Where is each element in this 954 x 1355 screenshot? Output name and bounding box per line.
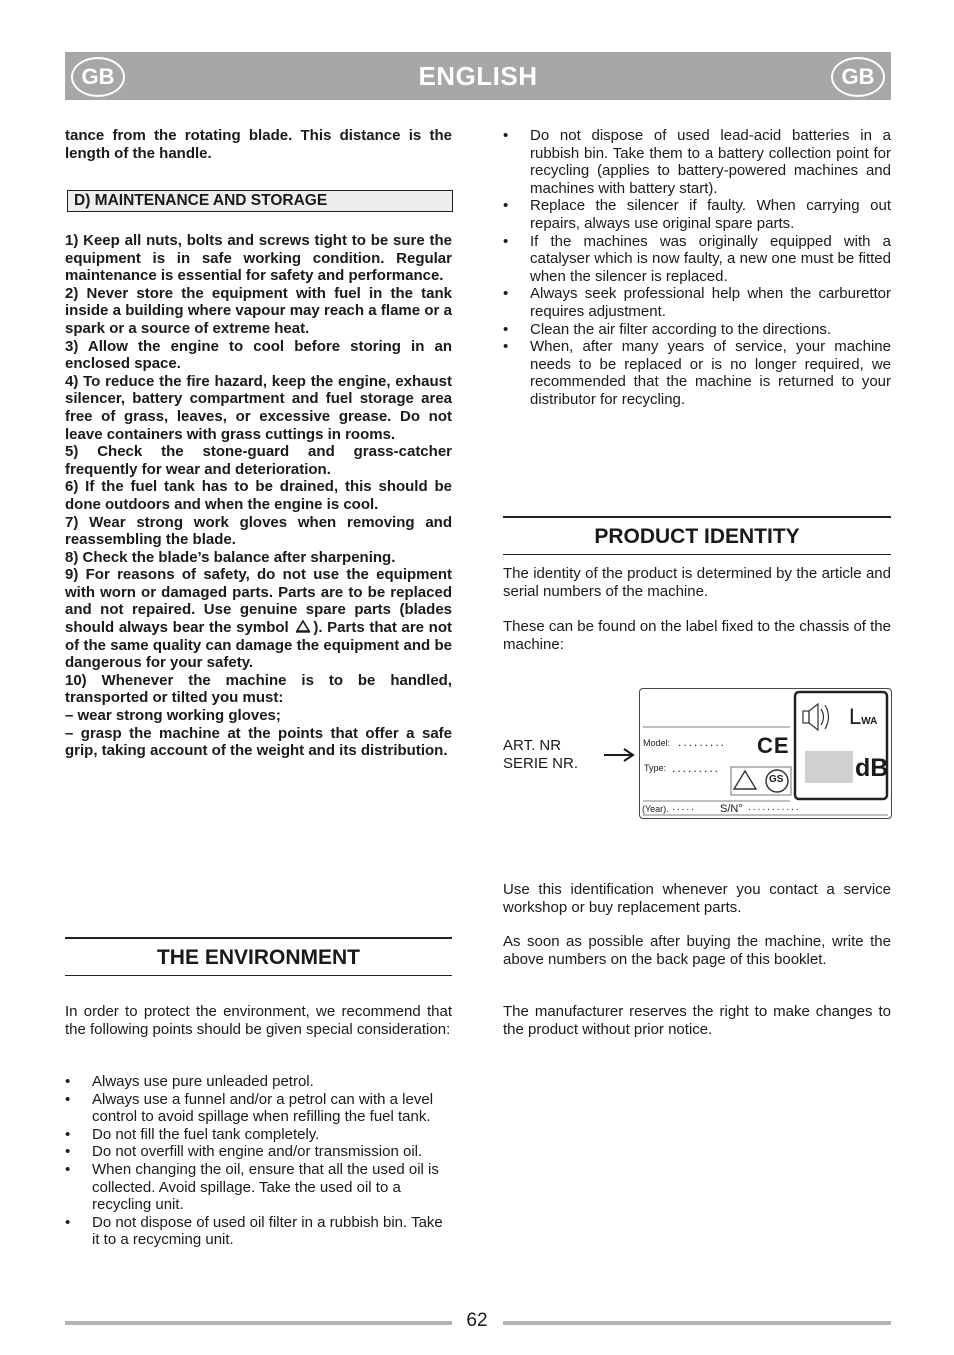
maintenance-item: 4) To reduce the fire hazard, keep the engine, exhaust silencer, battery compartment and fuel storage area free of grass, leaves, or excessive grease. Do not leave containers with grass cuttings in rooms.	[65, 372, 452, 443]
recycling-bullets	[503, 127, 891, 409]
serie-nr-label: SERIE NR.	[503, 755, 579, 772]
list-item: • Do not fill the fuel tank completely.	[65, 1126, 452, 1144]
maintenance-item-10: 10) Whenever the machine is to be handled, transported or tilted you must:	[65, 671, 452, 707]
maintenance-subitem: – grasp the machine at the points that offer a safe grip, taking account of the weight and its distribution.	[65, 724, 452, 760]
list-item: • Always use pure unleaded petrol.	[65, 1073, 452, 1091]
product-identity-title: PRODUCT IDENTITY	[503, 516, 891, 555]
ce-mark: CE	[757, 733, 790, 758]
list-item: • Always use a funnel and/or a petrol can with a level control to avoid spillage when refilling the fuel tank.	[65, 1091, 452, 1126]
gb-badge-right: GB	[831, 57, 885, 97]
item9-text-a: 9) For reasons of safety, do not use the equipment with worn or damaged parts. Parts are to be replaced and not repaired. Use genuine spare parts (blades should always bear the symbol	[65, 566, 452, 637]
maintenance-item: 8) Check the blade’s balance after sharpening.	[65, 548, 396, 566]
label-sn-dots: ...........	[748, 802, 801, 813]
arrow-right-icon	[603, 748, 635, 762]
intro-paragraph: tance from the rotating blade. This distance is the length of the handle.	[65, 127, 452, 162]
page-header	[65, 52, 891, 100]
list-item: • Replace the silencer if faulty. When carrying out repairs, always use original spare parts.	[503, 197, 891, 232]
list-item: • If the machines was originally equipped with a catalyser which is now faulty, a new one must be fitted when the silencer is replaced.	[503, 233, 891, 286]
lwa-mark	[849, 704, 877, 730]
product-identity-p2: These can be found on the label fixed to the chassis of the machine:	[503, 618, 891, 653]
label-type-dots: .........	[672, 761, 721, 775]
environment-bullets	[65, 1073, 452, 1249]
gb-badge-left: GB	[71, 57, 125, 97]
page-title: ENGLISH	[418, 61, 538, 91]
label-model: Model:	[643, 738, 671, 748]
label-year-dots: .....	[672, 802, 696, 813]
machine-label	[639, 688, 892, 819]
product-identity-p1: The identity of the product is determined by the article and serial numbers of the machine.	[503, 565, 891, 600]
sound-icon	[803, 704, 829, 730]
list-item: • Do not dispose of used oil filter in a rubbish bin. Take it to a recycming unit.	[65, 1214, 452, 1249]
list-item: • Do not overfill with engine and/or transmission oil.	[65, 1143, 452, 1161]
db-mark: dB	[855, 754, 889, 782]
page-number: 62	[466, 1310, 488, 1331]
label-sn: S/N°	[720, 803, 743, 815]
item9-text-b: ). Parts that are not of the same quality can damage the equipment and be dangerous for your safety.	[65, 619, 452, 672]
maintenance-list	[65, 232, 452, 760]
maintenance-item: 5) Check the stone-guard and grass-catcher frequently for wear and deterioration.	[65, 443, 452, 478]
lwa-letter: L	[849, 704, 862, 729]
product-identity-p5: The manufacturer reserves the right to make changes to the product without prior notice.	[503, 1003, 891, 1038]
list-item: • When, after many years of service, your machine needs to be replaced or is no longer required, we recommended that the machine is returned to your distributor for recycling.	[503, 338, 891, 408]
footer-rule-right	[503, 1321, 891, 1325]
label-type: Type:	[644, 763, 667, 773]
maintenance-item: 7) Wear strong work gloves when removing and reassembling the blade.	[65, 513, 452, 549]
gs-mark: GS	[769, 774, 784, 785]
maintenance-item: 1) Keep all nuts, bolts and screws tight to be sure the equipment is in safe working condition. Regular maintenance is essential for safety and performance.	[65, 232, 452, 285]
label-year: (Year).	[642, 804, 669, 814]
maintenance-title: D) MAINTENANCE AND STORAGE	[67, 190, 453, 212]
maintenance-item-9	[65, 566, 452, 672]
list-item: • When changing the oil, ensure that all the used oil is collected. Avoid spillage. Take the used oil to a recycling unit.	[65, 1161, 452, 1214]
environment-intro: In order to protect the environment, we recommend that the following points should be given special consideration:	[65, 1003, 452, 1038]
maintenance-item: 3) Allow the engine to cool before storing in an enclosed space.	[65, 337, 452, 373]
lwa-subscript: WA	[861, 716, 878, 727]
maintenance-item: 2) Never store the equipment with fuel in the tank inside a building where vapour may reach a flame or a spark or a source of extreme heat.	[65, 284, 452, 337]
art-nr-label: ART. NR	[503, 737, 562, 754]
list-item: • Always seek professional help when the carburettor requires adjustment.	[503, 285, 891, 320]
list-item: • Do not dispose of used lead-acid batteries in a rubbish bin. Take them to a battery collection point for recycling (applies to battery-powered machines and machines with battery start).	[503, 127, 891, 197]
product-identity-p3: Use this identification whenever you contact a service workshop or buy replacement parts.	[503, 881, 891, 916]
environment-title: THE ENVIRONMENT	[65, 937, 452, 976]
article-serial-labels	[503, 737, 578, 773]
label-model-dots: .........	[678, 735, 727, 749]
blade-symbol-icon	[295, 620, 311, 633]
product-identity-p4: As soon as possible after buying the machine, write the above numbers on the back page of this booklet.	[503, 933, 891, 968]
maintenance-subitem: – wear strong working gloves;	[65, 707, 281, 725]
maintenance-item: 6) If the fuel tank has to be drained, this should be done outdoors and when the engine is cool.	[65, 478, 452, 513]
list-item: • Clean the air filter according to the directions.	[503, 321, 891, 339]
footer-rule-left	[65, 1321, 452, 1325]
